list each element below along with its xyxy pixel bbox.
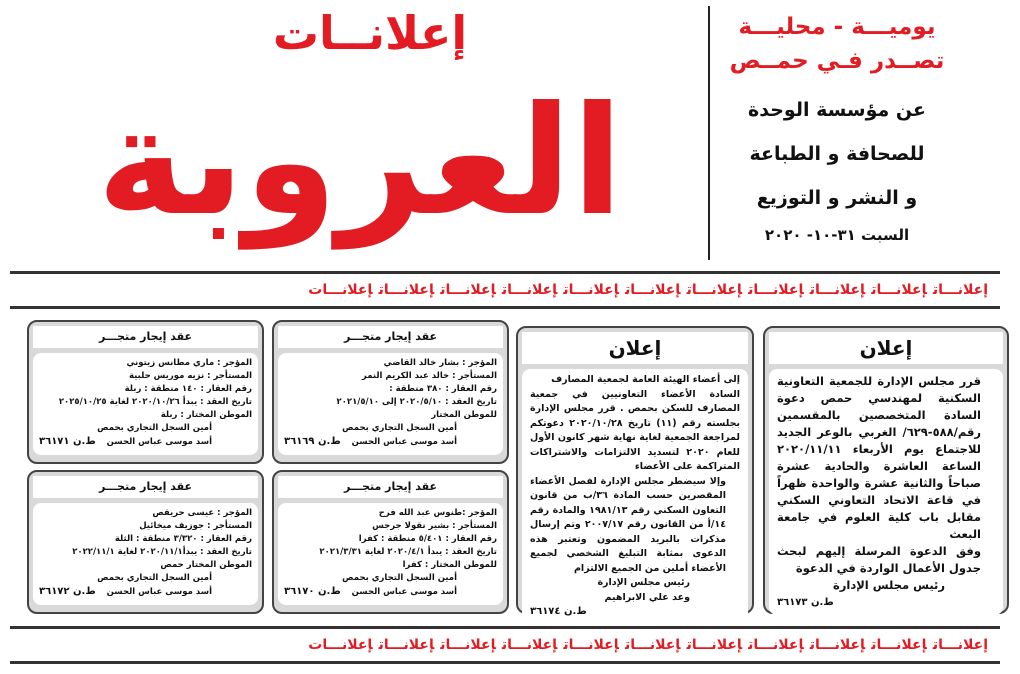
ad-text: المستأجر : نزيه موريس حلبية [129, 371, 252, 381]
banner-word: إعلانـــات [440, 637, 496, 653]
tagline-daily-local: يوميـــة - محليـــة [738, 14, 936, 40]
ad-title: عقد إيجار متجـــر [278, 476, 503, 498]
banner-word: إعلانـــات [748, 637, 804, 653]
banner-word: إعلانـــات [871, 282, 927, 298]
announcement-ad-banks [516, 326, 754, 617]
banner-word: إعلانـــات [624, 637, 681, 653]
ad-reference: ط.ن ٣٦١٦٩ [284, 436, 341, 447]
ad-text: السادة الأعضاء التعاونيين في جمعية المصارف للسكن بحمص . قرر مجلس الإدارة بجلسته رقم (١١) تاريخ ٢٠٢٠/١٠/٢٨ دعوتكم لمراجعة الجمعية لغاية نهاية شهر كانون الأول للعام ٢٠٢٠ لتسديد الالتزامات والاشتراكات المتراكمة على الأعضاء [530, 388, 740, 472]
ad-reference: ط.ن ٣٦١٧٤ [530, 606, 587, 617]
divider [708, 6, 710, 260]
banner-word: إعلانـــات [501, 637, 558, 653]
ad-title: عقد إيجار متجـــر [33, 476, 258, 498]
banner-word: إعلانـــات [308, 282, 373, 298]
ad-text: تاريخ العقد : يبدأ ٢٠٢٠/١٠/٢٦ لغاية ٢٠٢٥/١٠/٢٥ [58, 397, 252, 407]
ad-signature: أمين السجل التجاري بحمص [342, 573, 457, 583]
ad-text: المستأجر : بشير نقولا جرجس [372, 521, 497, 531]
banner-word: إعلانـــات [686, 282, 743, 298]
banner-word: إعلانـــات [932, 637, 988, 653]
banner-word: إعلانـــات [563, 282, 619, 298]
ad-text: المؤجر : عيسى حريقص [152, 508, 252, 518]
ad-signature: وعد علي الابراهيم [604, 591, 690, 603]
ad-title: إعلان [769, 332, 1003, 364]
banner-word: إعلانـــات [501, 282, 558, 298]
lease-contract-ad [272, 470, 509, 614]
banner-word: إعلانـــات [686, 637, 743, 653]
ad-title: إعلان [522, 332, 748, 364]
ad-text: رقم العقار : ١٤٠ منطقة : ربلة [124, 384, 252, 394]
ad-signature: رئيس مجلس الإدارة [832, 578, 945, 592]
newspaper-logo: العروبة [96, 75, 624, 249]
announcement-ad-engineers [763, 326, 1009, 614]
ad-title: عقد إيجار متجـــر [33, 326, 258, 348]
banner-word: إعلانـــات [308, 637, 373, 653]
banner-word: إعلانـــات [378, 282, 435, 298]
ad-text: للموطن المختار [431, 410, 497, 420]
ad-text: وإلا سيضطر مجلس الإدارة لفصل الأعضاء المقصرين حسب المادة ٣٦/ب من قانون التعاون السكني رقم ١٩٨١/١٣ والمادة رقم ١٤/أ من القانون رقم ٢٠٠٧/١٧ وتم إرسال مذكرات بالبريد المضمون وتعتبر هذه الدعوى بمثابة التبليغ الشخصي لجميع الأعضاء أملين من الجميع الالتزام [530, 475, 726, 574]
ad-text: تاريخ العقد : يبدأ٢٠٢٠/١١/١ لغاية ٢٠٢٢/١١/١ [72, 547, 252, 557]
banner-word: إعلانـــات [809, 637, 866, 653]
ad-text: رقم العقار : ٣٨٠ منطقة : [389, 384, 497, 394]
ad-text: المؤجر : ماري مطانس زيتوني [126, 358, 252, 368]
banner-word: إعلانـــات [809, 282, 866, 298]
signature-row [39, 435, 252, 449]
banner-word: إعلانـــات [378, 637, 435, 653]
ad-text: الموطن المختار حمص [160, 560, 252, 570]
banner-word: إعلانـــات [624, 282, 681, 298]
masthead-info [712, 10, 962, 250]
ad-text: إلى أعضاء الهيئة العامة لجمعية المصارف [551, 374, 740, 385]
banner-word: إعلانـــات [440, 282, 496, 298]
ad-signature: رئيس مجلس الإدارة [597, 577, 690, 588]
ad-reference: ط.ن ٣٦١٧٠ [284, 586, 341, 597]
banner-word: إعلانـــات [932, 282, 988, 298]
ad-text: قرر مجلس الإدارة للجمعية التعاونية السكنية لمهندسي حمص دعوة السادة المتخصصين بالمقسمين رقم/٥٨٨-٦٢٩/ الغربي بالوعر الجديد للاجتماع يوم الأربعاء ٢٠٢٠/١١/١١ الساعة العاشرة والحادية عشرة صباحاً والثانية عشرة والواحدة ظهراً في قاعة الاتحاد التعاوني السكني مقابل باب كلية العلوم في جامعة البعث [777, 374, 981, 541]
ad-text: المؤجر : بشار خالد القاضي [383, 358, 497, 368]
ad-title: عقد إيجار متجـــر [278, 326, 503, 348]
ad-signature: أسد موسى عباس الحسن [351, 587, 457, 597]
tagline-homs: تصــدر فـي حمــص [729, 48, 945, 74]
lease-contract-ad [27, 470, 264, 614]
ad-text: رقم العقار : ٥/٤٠١ منطقة : كفرا [358, 534, 497, 544]
signature-row [284, 435, 497, 449]
ad-text: وفق الدعوة المرسلة إليهم لبحث جدول الأعمال الواردة في الدعوة [777, 544, 981, 575]
ads-banner-top [10, 271, 1000, 309]
lease-contract-ad [27, 320, 264, 464]
signature-row [39, 585, 252, 599]
ad-signature: أسد موسى عباس الحسن [106, 587, 212, 597]
ad-text: تاريخ العقد : يبدأ ٢٠٢٠/٤/١ لغاية ٢٠٢١/٣/٣١ [319, 547, 497, 557]
ad-reference: ط.ن ٣٦١٧٢ [39, 586, 96, 597]
ad-text: المستأجر : جوزيف ميخائيل [139, 521, 252, 531]
banner-word: إعلانـــات [563, 637, 619, 653]
banner-word: إعلانـــات [748, 282, 804, 298]
ad-signature: أمين السجل التجاري بحمص [97, 423, 212, 433]
logo-ads-heading: إعلانــات [272, 6, 468, 60]
ad-text: تاريخ العقد : ٢٠٢٠/٥/١٠ إلى ٢٠٢١/٥/١٠ [336, 397, 497, 407]
ads-banner-bottom [10, 626, 1000, 664]
publisher-line: و النشر و التوزيع [756, 187, 918, 209]
ad-text: الموطن المختار : ربلة [160, 410, 252, 420]
publisher-line: عن مؤسسة الوحدة [748, 99, 926, 121]
ad-signature: أسد موسى عباس الحسن [106, 437, 212, 447]
masthead [0, 0, 1020, 268]
ad-signature: أمين السجل التجاري بحمص [97, 573, 212, 583]
ad-reference: ط.ن ٣٦١٧١ [39, 436, 96, 447]
ad-text: المستأجر : خالد عبد الكريم النمر [361, 371, 497, 381]
ad-text: المؤجر :طنوس عبد الله فرح [378, 508, 497, 518]
ad-reference: ط.ن ٣٦١٧٣ [777, 597, 834, 608]
issue-date: السبت ٣١-١٠- ٢٠٢٠ [764, 226, 910, 244]
banner-word: إعلانـــات [871, 637, 927, 653]
ad-text: رقم العقار : ٣/٣٢٠ منطقة : الثلة [114, 534, 252, 544]
publisher-line: للصحافة و الطباعة [749, 143, 925, 165]
lease-contract-ad [272, 320, 509, 464]
ad-signature: أمين السجل التجاري بحمص [342, 423, 457, 433]
ad-text: للموطن المختار : كفرا [402, 560, 497, 570]
signature-row [284, 585, 497, 599]
ad-signature: أسد موسى عباس الحسن [351, 437, 457, 447]
